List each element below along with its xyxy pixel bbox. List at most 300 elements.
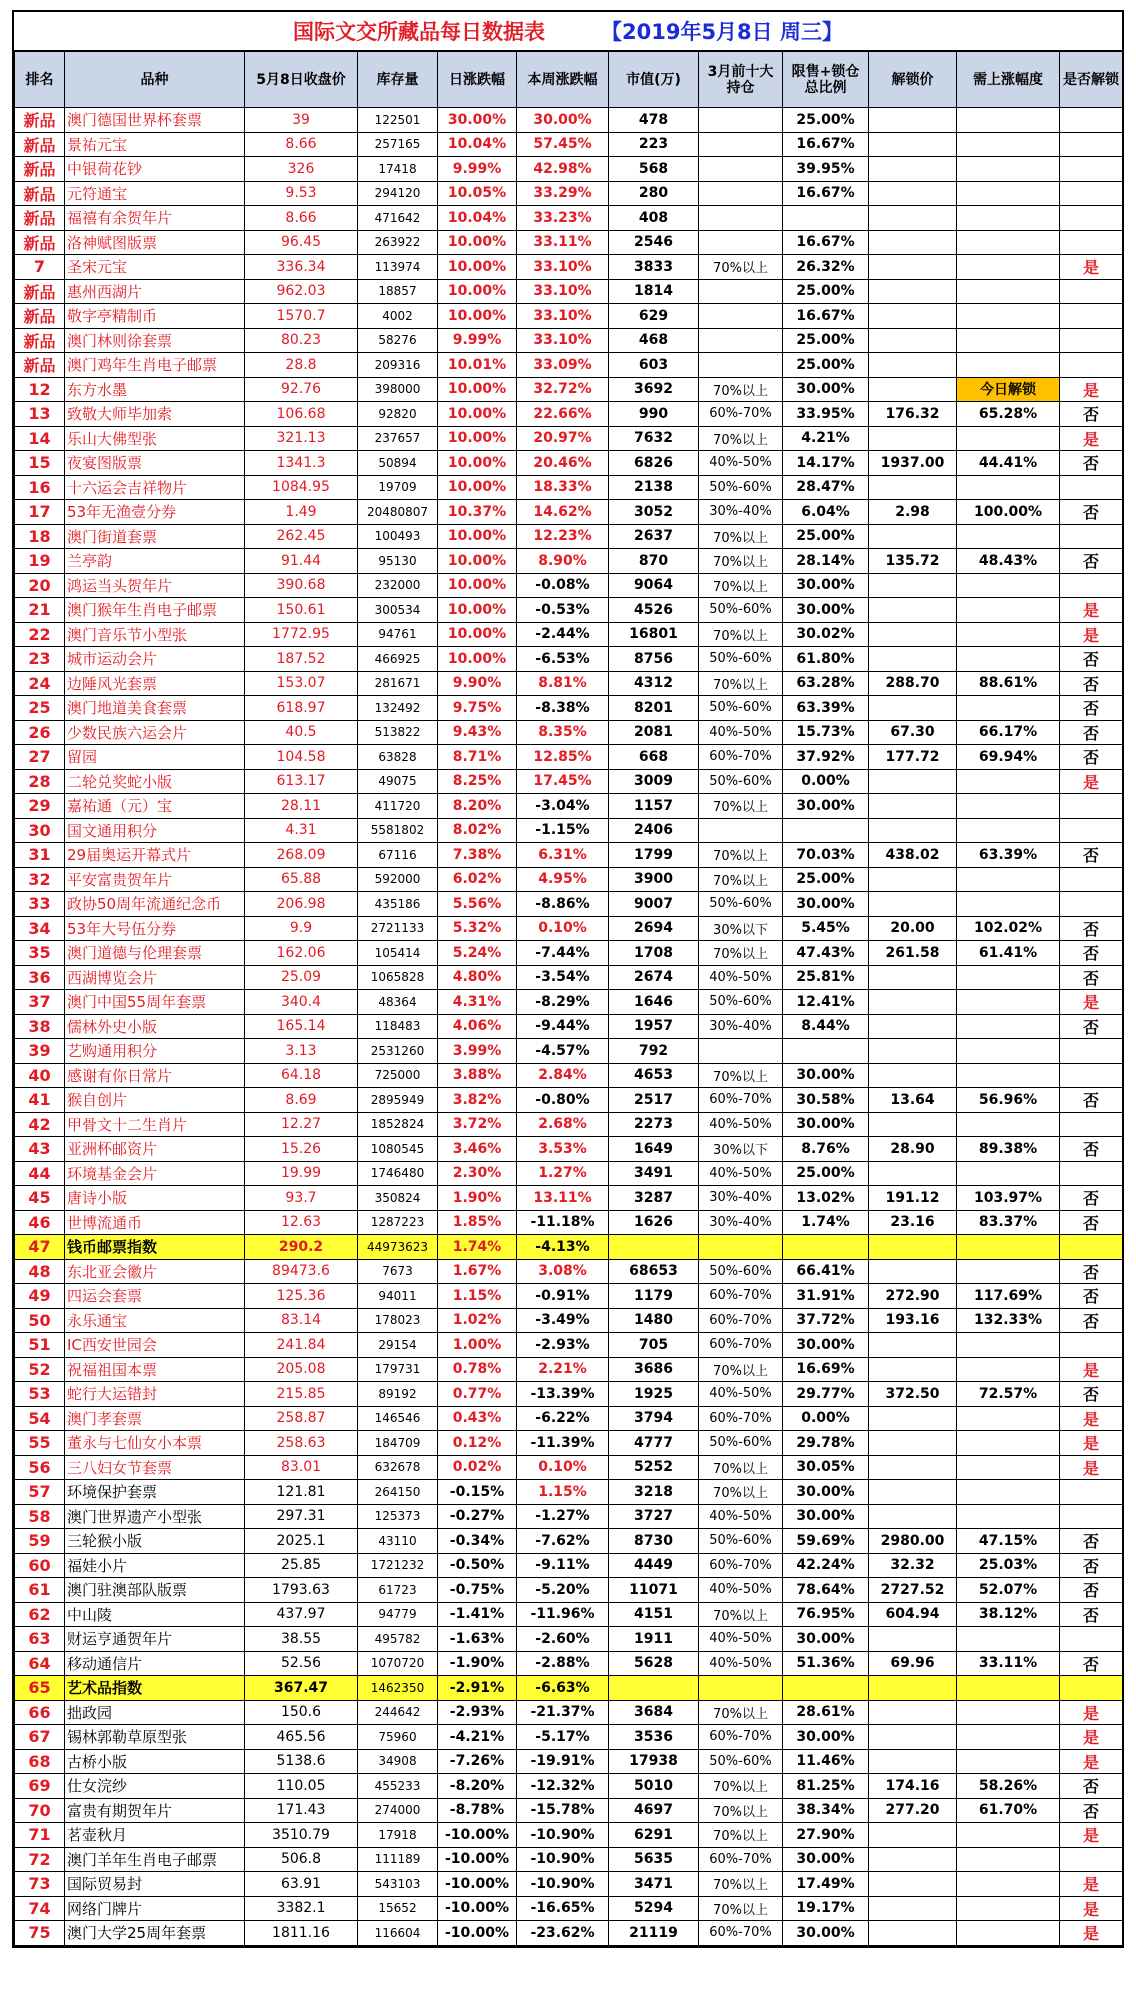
name-cell: 澳门大学25周年套票 [65,1921,245,1946]
required-rise-cell [957,157,1060,182]
unlock-price-cell: 2.98 [869,500,957,525]
rank-cell: 55 [15,1431,65,1456]
top10-holding-cell [699,1235,783,1260]
table-row [15,671,1123,696]
unlocked-cell: 否 [1060,1529,1123,1554]
weekly-change-cell: 17.45% [517,769,609,794]
unlock-price-cell [869,1455,957,1480]
weekly-change-cell: 8.35% [517,720,609,745]
daily-change-cell: 10.00% [438,255,517,280]
unlocked-cell: 是 [1060,769,1123,794]
market-value-cell: 9064 [609,573,699,598]
stock-cell: 18857 [358,279,438,304]
locked-ratio-cell: 37.92% [783,745,869,770]
top10-holding-cell: 50%-60% [699,1749,783,1774]
weekly-change-cell: 30.00% [517,108,609,133]
close-price-cell: 104.58 [245,745,358,770]
stock-cell: 209316 [358,353,438,378]
unlock-price-cell [869,1921,957,1946]
top10-holding-cell [699,230,783,255]
table-body [15,108,1123,1946]
rank-cell: 19 [15,549,65,574]
market-value-cell: 2081 [609,720,699,745]
header-row [15,52,1123,108]
locked-ratio-cell: 76.95% [783,1602,869,1627]
name-cell: 嘉祐通（元）宝 [65,794,245,819]
daily-change-cell: 1.02% [438,1308,517,1333]
required-rise-cell [957,818,1060,843]
required-rise-cell [957,1627,1060,1652]
daily-change-cell: 1.90% [438,1186,517,1211]
market-value-cell: 3491 [609,1161,699,1186]
daily-change-cell: -1.90% [438,1651,517,1676]
table-row [15,1063,1123,1088]
daily-change-cell: -2.91% [438,1676,517,1701]
name-cell: 唐诗小版 [65,1186,245,1211]
market-value-cell: 568 [609,157,699,182]
unlock-price-cell: 176.32 [869,402,957,427]
stock-cell: 118483 [358,1014,438,1039]
required-rise-cell [957,1504,1060,1529]
rank-cell: 15 [15,451,65,476]
market-value-cell: 668 [609,745,699,770]
required-rise-cell [957,867,1060,892]
close-price-cell: 38.55 [245,1627,358,1652]
table-row [15,941,1123,966]
close-price-cell: 92.76 [245,377,358,402]
daily-change-cell: 0.43% [438,1406,517,1431]
market-value-cell: 792 [609,1039,699,1064]
weekly-change-cell: 4.95% [517,867,609,892]
required-rise-cell [957,1357,1060,1382]
unlocked-cell: 否 [1060,549,1123,574]
close-price-cell: 165.14 [245,1014,358,1039]
rank-cell: 34 [15,916,65,941]
table-row [15,1186,1123,1211]
close-price-cell: 205.08 [245,1357,358,1382]
stock-cell: 5581802 [358,818,438,843]
stock-cell: 274000 [358,1798,438,1823]
close-price-cell: 3.13 [245,1039,358,1064]
rank-cell: 31 [15,843,65,868]
rank-cell: 新品 [15,353,65,378]
rank-cell: 14 [15,426,65,451]
unlock-price-cell [869,1823,957,1848]
table-row [15,990,1123,1015]
close-price-cell: 321.13 [245,426,358,451]
market-value-cell: 2406 [609,818,699,843]
stock-cell: 50894 [358,451,438,476]
unlocked-cell [1060,794,1123,819]
rank-cell: 61 [15,1578,65,1603]
daily-change-cell: 9.43% [438,720,517,745]
close-price-cell: 2025.1 [245,1529,358,1554]
table-row [15,1284,1123,1309]
close-price-cell: 8.69 [245,1088,358,1113]
top10-holding-cell: 60%-70% [699,745,783,770]
table-row [15,1700,1123,1725]
unlock-price-cell: 193.16 [869,1308,957,1333]
unlocked-cell [1060,181,1123,206]
locked-ratio-cell: 12.41% [783,990,869,1015]
market-value-cell: 11071 [609,1578,699,1603]
header-rank: 排名 [15,52,65,108]
name-cell: 古桥小版 [65,1749,245,1774]
required-rise-cell [957,255,1060,280]
locked-ratio-cell: 8.76% [783,1137,869,1162]
stock-cell: 398000 [358,377,438,402]
name-cell: 拙政园 [65,1700,245,1725]
table-row [15,794,1123,819]
stock-cell: 257165 [358,132,438,157]
rank-cell: 35 [15,941,65,966]
name-cell: 乐山大佛型张 [65,426,245,451]
rank-cell: 48 [15,1259,65,1284]
market-value-cell: 603 [609,353,699,378]
top10-holding-cell [699,206,783,231]
close-price-cell: 96.45 [245,230,358,255]
title-bar [14,12,1122,51]
unlocked-cell [1060,1847,1123,1872]
rank-cell: 60 [15,1553,65,1578]
unlock-price-cell [869,1039,957,1064]
required-rise-cell [957,304,1060,329]
rank-cell: 51 [15,1333,65,1358]
required-rise-cell [957,965,1060,990]
unlocked-cell: 是 [1060,1921,1123,1946]
weekly-change-cell: -23.62% [517,1921,609,1946]
weekly-change-cell: -12.32% [517,1774,609,1799]
locked-ratio-cell: 6.04% [783,500,869,525]
locked-ratio-cell: 31.91% [783,1284,869,1309]
unlocked-cell: 是 [1060,1455,1123,1480]
name-cell: 永乐通宝 [65,1308,245,1333]
weekly-change-cell: -2.44% [517,622,609,647]
top10-holding-cell: 30%以下 [699,916,783,941]
required-rise-cell: 58.26% [957,1774,1060,1799]
weekly-change-cell: 8.90% [517,549,609,574]
unlock-price-cell [869,573,957,598]
header-stock: 库存量 [358,52,438,108]
daily-change-cell: 10.04% [438,132,517,157]
name-cell: 洛神赋图版票 [65,230,245,255]
daily-change-cell: 10.37% [438,500,517,525]
required-rise-cell [957,622,1060,647]
table-row [15,377,1123,402]
required-rise-cell: 100.00% [957,500,1060,525]
close-price-cell: 150.6 [245,1700,358,1725]
unlocked-cell: 是 [1060,1431,1123,1456]
weekly-change-cell: -8.86% [517,892,609,917]
table-row [15,1333,1123,1358]
unlocked-cell [1060,304,1123,329]
table-row [15,475,1123,500]
table-row [15,451,1123,476]
stock-cell: 237657 [358,426,438,451]
market-value-cell: 2273 [609,1112,699,1137]
stock-cell: 94011 [358,1284,438,1309]
top10-holding-cell: 70%以上 [699,573,783,598]
stock-cell: 19709 [358,475,438,500]
unlocked-cell: 否 [1060,720,1123,745]
close-price-cell: 4.31 [245,818,358,843]
top10-holding-cell [699,353,783,378]
weekly-change-cell: 14.62% [517,500,609,525]
market-value-cell: 478 [609,108,699,133]
locked-ratio-cell: 25.00% [783,328,869,353]
stock-cell: 146546 [358,1406,438,1431]
locked-ratio-cell: 30.05% [783,1455,869,1480]
market-value-cell: 5294 [609,1896,699,1921]
required-rise-cell: 103.97% [957,1186,1060,1211]
required-rise-cell: 66.17% [957,720,1060,745]
unlock-price-cell [869,279,957,304]
top10-holding-cell: 30%-40% [699,500,783,525]
market-value-cell: 17938 [609,1749,699,1774]
rank-cell: 64 [15,1651,65,1676]
rank-cell: 22 [15,622,65,647]
unlocked-cell: 是 [1060,377,1123,402]
table-row [15,426,1123,451]
locked-ratio-cell: 26.32% [783,255,869,280]
unlock-price-cell [869,1357,957,1382]
stock-cell: 49075 [358,769,438,794]
locked-ratio-cell: 5.45% [783,916,869,941]
weekly-change-cell: -5.17% [517,1725,609,1750]
weekly-change-cell: 18.33% [517,475,609,500]
rank-cell: 66 [15,1700,65,1725]
table-row [15,1382,1123,1407]
unlock-price-cell [869,1259,957,1284]
market-value-cell: 1480 [609,1308,699,1333]
weekly-change-cell: -2.60% [517,1627,609,1652]
unlocked-cell [1060,1504,1123,1529]
market-value-cell: 3287 [609,1186,699,1211]
market-value-cell: 5010 [609,1774,699,1799]
locked-ratio-cell: 15.73% [783,720,869,745]
market-value-cell: 3794 [609,1406,699,1431]
daily-change-cell: 8.71% [438,745,517,770]
stock-cell: 592000 [358,867,438,892]
rank-cell: 18 [15,524,65,549]
weekly-change-cell: -13.39% [517,1382,609,1407]
weekly-change-cell: -10.90% [517,1872,609,1897]
locked-ratio-cell: 42.24% [783,1553,869,1578]
locked-ratio-cell: 30.00% [783,377,869,402]
top10-holding-cell: 60%-70% [699,1284,783,1309]
unlock-price-cell [869,696,957,721]
required-rise-cell: 48.43% [957,549,1060,574]
name-cell: 亚洲杯邮资片 [65,1137,245,1162]
daily-change-cell: -10.00% [438,1896,517,1921]
table-row [15,1088,1123,1113]
top10-holding-cell: 70%以上 [699,843,783,868]
table-row [15,1872,1123,1897]
rank-cell: 28 [15,769,65,794]
weekly-change-cell: -7.44% [517,941,609,966]
table-row [15,1651,1123,1676]
weekly-change-cell: 0.10% [517,916,609,941]
required-rise-cell [957,1480,1060,1505]
rank-cell: 40 [15,1063,65,1088]
weekly-change-cell: -6.22% [517,1406,609,1431]
market-value-cell: 4449 [609,1553,699,1578]
table-row [15,157,1123,182]
market-value-cell: 6826 [609,451,699,476]
required-rise-cell [957,132,1060,157]
daily-change-cell: 9.75% [438,696,517,721]
close-price-cell: 83.14 [245,1308,358,1333]
weekly-change-cell: 2.84% [517,1063,609,1088]
stock-cell: 300534 [358,598,438,623]
market-value-cell: 3536 [609,1725,699,1750]
required-rise-cell [957,990,1060,1015]
top10-holding-cell: 60%-70% [699,402,783,427]
top10-holding-cell: 70%以上 [699,255,783,280]
header-required-rise: 需上涨幅度 [957,52,1060,108]
unlock-price-cell [869,1676,957,1701]
table-row [15,745,1123,770]
unlocked-cell: 否 [1060,1014,1123,1039]
close-price-cell: 121.81 [245,1480,358,1505]
locked-ratio-cell: 28.14% [783,549,869,574]
name-cell: 福娃小片 [65,1553,245,1578]
rank-cell: 30 [15,818,65,843]
stock-cell: 92820 [358,402,438,427]
locked-ratio-cell: 30.00% [783,1725,869,1750]
required-rise-cell [957,230,1060,255]
close-price-cell: 8.66 [245,206,358,231]
required-rise-cell: 132.33% [957,1308,1060,1333]
top10-holding-cell: 70%以上 [699,524,783,549]
unlocked-cell: 否 [1060,1088,1123,1113]
name-cell: 祝福祖国本票 [65,1357,245,1382]
unlocked-cell: 是 [1060,1725,1123,1750]
required-rise-cell: 52.07% [957,1578,1060,1603]
locked-ratio-cell: 47.43% [783,941,869,966]
locked-ratio-cell: 11.46% [783,1749,869,1774]
close-price-cell: 8.66 [245,132,358,157]
daily-change-cell: 1.67% [438,1259,517,1284]
rank-cell: 新品 [15,328,65,353]
required-rise-cell: 56.96% [957,1088,1060,1113]
unlocked-cell [1060,573,1123,598]
weekly-change-cell: 33.10% [517,304,609,329]
unlock-price-cell [869,1872,957,1897]
market-value-cell: 8201 [609,696,699,721]
close-price-cell: 1341.3 [245,451,358,476]
name-cell: 政协50周年流通纪念币 [65,892,245,917]
daily-change-cell: -0.75% [438,1578,517,1603]
locked-ratio-cell [783,1676,869,1701]
rank-cell: 新品 [15,132,65,157]
name-cell: 网络门牌片 [65,1896,245,1921]
table-row [15,1431,1123,1456]
data-sheet [12,10,1124,1948]
top10-holding-cell: 70%以上 [699,1872,783,1897]
weekly-change-cell: 2.21% [517,1357,609,1382]
name-cell: IC西安世园会 [65,1333,245,1358]
unlock-price-cell [869,304,957,329]
rank-cell: 新品 [15,304,65,329]
market-value-cell: 4151 [609,1602,699,1627]
unlocked-cell: 是 [1060,1872,1123,1897]
unlocked-cell [1060,1627,1123,1652]
weekly-change-cell: -11.96% [517,1602,609,1627]
close-price-cell: 326 [245,157,358,182]
unlocked-cell: 是 [1060,1896,1123,1921]
rank-cell: 59 [15,1529,65,1554]
stock-cell: 1721232 [358,1553,438,1578]
unlocked-cell [1060,867,1123,892]
name-cell: 澳门驻澳部队版票 [65,1578,245,1603]
top10-holding-cell: 70%以上 [699,671,783,696]
unlock-price-cell [869,377,957,402]
unlock-price-cell [869,1749,957,1774]
stock-cell: 411720 [358,794,438,819]
market-value-cell: 223 [609,132,699,157]
weekly-change-cell: 1.27% [517,1161,609,1186]
market-value-cell: 408 [609,206,699,231]
close-price-cell: 63.91 [245,1872,358,1897]
required-rise-cell [957,1161,1060,1186]
unlocked-cell: 是 [1060,255,1123,280]
name-cell: 澳门世界遗产小型张 [65,1504,245,1529]
name-cell: 惠州西湖片 [65,279,245,304]
date-label: 【2019年5月8日 周三】 [601,20,843,44]
weekly-change-cell: -15.78% [517,1798,609,1823]
unlocked-cell [1060,328,1123,353]
close-price-cell: 52.56 [245,1651,358,1676]
market-value-cell: 21119 [609,1921,699,1946]
rank-cell: 52 [15,1357,65,1382]
daily-change-cell: 8.20% [438,794,517,819]
stock-cell: 632678 [358,1455,438,1480]
rank-cell: 26 [15,720,65,745]
market-value-cell: 2138 [609,475,699,500]
unlocked-cell [1060,157,1123,182]
name-cell: 29届奥运开幕式片 [65,843,245,868]
locked-ratio-cell: 16.67% [783,132,869,157]
name-cell: 致敬大师毕加索 [65,402,245,427]
table-row [15,720,1123,745]
name-cell: 澳门音乐节小型张 [65,622,245,647]
close-price-cell: 390.68 [245,573,358,598]
stock-cell: 466925 [358,647,438,672]
locked-ratio-cell: 25.00% [783,108,869,133]
weekly-change-cell: -1.27% [517,1504,609,1529]
required-rise-cell: 61.70% [957,1798,1060,1823]
top10-holding-cell: 30%-40% [699,1186,783,1211]
name-cell: 三八妇女节套票 [65,1455,245,1480]
close-price-cell: 1570.7 [245,304,358,329]
unlocked-cell: 是 [1060,1357,1123,1382]
weekly-change-cell: 42.98% [517,157,609,182]
required-rise-cell [957,573,1060,598]
daily-change-cell: 5.32% [438,916,517,941]
table-row [15,328,1123,353]
name-cell: 澳门德国世界杯套票 [65,108,245,133]
daily-change-cell: 1.85% [438,1210,517,1235]
rank-cell: 新品 [15,279,65,304]
weekly-change-cell: -8.38% [517,696,609,721]
required-rise-cell: 25.03% [957,1553,1060,1578]
market-value-cell: 1157 [609,794,699,819]
name-cell: 钱币邮票指数 [65,1235,245,1260]
name-cell: 景祐元宝 [65,132,245,157]
market-value-cell: 3684 [609,1700,699,1725]
top10-holding-cell: 70%以上 [699,941,783,966]
